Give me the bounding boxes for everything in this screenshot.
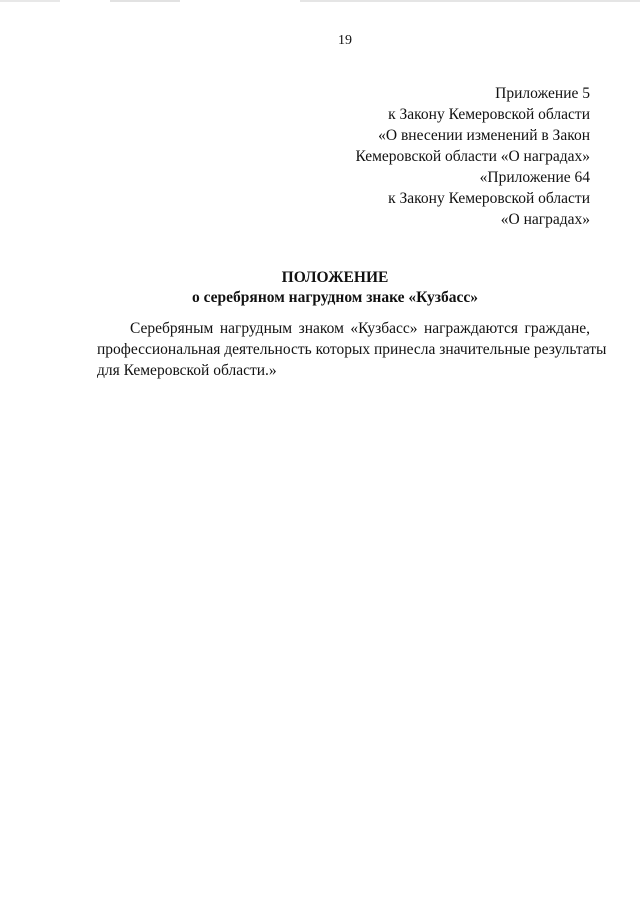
document-heading: ПОЛОЖЕНИЕ: [281, 269, 389, 286]
page-number: 19: [338, 33, 352, 48]
body-line: профессиональная деятельность которых принесла значительные результаты: [97, 341, 607, 358]
appendix-5-line: Приложение 5: [495, 85, 590, 102]
scan-edge-artifact: [0, 0, 640, 2]
appendix-5-line: «О внесении изменений в Закон: [378, 127, 590, 144]
appendix-64-line: к Закону Кемеровской области: [388, 190, 590, 207]
appendix-64-header: [388, 167, 590, 230]
body-line: Серебряным нагрудным знаком «Кузбасс» награждаются граждане,: [130, 320, 590, 337]
appendix-5-line: Кемеровской области «О наградах»: [355, 148, 590, 165]
appendix-64-line: «О наградах»: [500, 211, 590, 228]
document-title-block: [80, 268, 590, 308]
appendix-5-line: к Закону Кемеровской области: [388, 106, 590, 123]
document-subheading: о серебряном нагрудном знаке «Кузбасс»: [191, 289, 479, 306]
appendix-5-header: [355, 83, 590, 167]
body-paragraph: [97, 318, 607, 381]
body-line: для Кемеровской области.»: [97, 362, 277, 379]
appendix-64-line: «Приложение 64: [479, 169, 590, 186]
